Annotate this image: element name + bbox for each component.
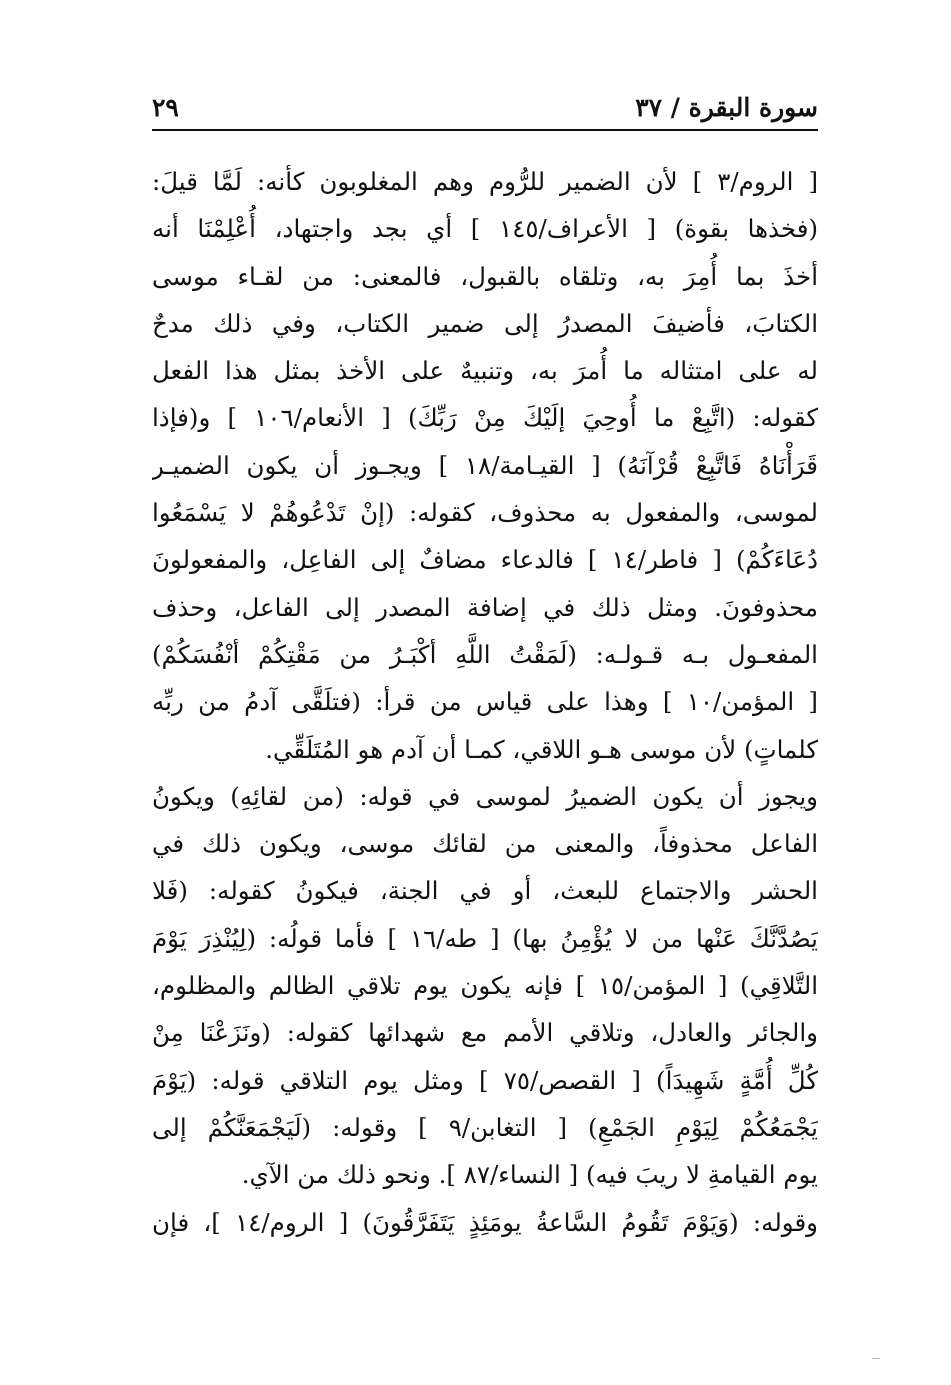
text-line: [ المؤمن/١٠ ] وهذا على قياس من قرأ: (فتلَقَّى آدمُ من ربِّه [152, 687, 818, 717]
text-line: ويجوز أن يكون الضميرُ لموسى في قوله: (من لقائِهِ) ويكونُ [152, 781, 818, 811]
text-line: يَصُدَّنَّكَ عَنْها من لا يُؤْمِنُ بها) [ طه/١٦ ] فأما قولُه: (لِيُنْذِرَ يَوْمَ [152, 923, 818, 953]
text-line: له على امتثاله ما أُمرَ به، وتنبيهٌ على الأخذ بمثل هذا الفعل [152, 356, 818, 386]
text-line: يوم القيامةِ لا ريبَ فيه) [ النساء/٨٧ ]. ونحو ذلك من الآي. [241, 1160, 818, 1190]
text-line: الحشر والاجتماع للبعث، أو في الجنة، فيكونُ كقوله: (فَلا [152, 876, 818, 906]
text-line: وقوله: (وَيَوْمَ تَقُومُ السَّاعةُ يومَئِذٍ يَتَفَرَّقُونَ) [ الروم/١٤ ]، فإن [152, 1207, 818, 1237]
scan-mark [872, 1358, 880, 1359]
header-divider [152, 129, 818, 131]
text-line: التَّلاقِي) [ المؤمن/١٥ ] فإنه يكون يوم تلاقي الظالم والمظلوم، [152, 971, 818, 1001]
running-header [152, 92, 818, 128]
text-line: الكتابَ، فأضيفَ المصدرُ إلى ضمير الكتاب، وفي ذلك مدحٌ [152, 308, 818, 338]
text-line: [ الروم/٣ ] لأن الضمير للرُّوم وهم المغلوبون كأنه: لَمَّا قيلَ: [152, 167, 818, 196]
text-line: لموسى، والمفعول به محذوف، كقوله: (إنْ تَدْعُوهُمْ لا يَسْمَعُوا [152, 498, 818, 528]
text-line: كقوله: (اتَّبِعْ ما أُوحِيَ إلَيْكَ مِنْ رَبِّكَ) [ الأنعام/١٠٦ ] و(فإذا [152, 403, 818, 433]
text-line: الفاعل محذوفاً، والمعنى من لقائك موسى، ويكون ذلك في [152, 829, 818, 859]
text-line: (فخذها بقوة) [ الأعراف/١٤٥ ] أي بجد واجتهاد، أُعْلِمْنَا أنه [152, 214, 818, 244]
text-line: محذوفونَ. ومثل ذلك في إضافة المصدر إلى الفاعل، وحذف [152, 592, 818, 622]
text-line: قَرَأْنَاهُ فَاتَّبِعْ قُرْآنَهُ) [ القيـامة/١٨ ] ويجـوز أن يكون الضميـر [152, 450, 818, 480]
page-number: ٢٩ [152, 93, 179, 122]
text-line: كُلِّ أُمَّةٍ شَهِيدَاً) [ القصص/٧٥ ] ومثل يوم التلاقي قوله: (يَوْمَ [152, 1065, 818, 1095]
text-line: كلماتٍ) لأن موسى هـو اللاقي، كمـا أن آدم هو المُتَلَقِّي. [265, 734, 818, 764]
text-line: أخذَ بما أُمِرَ به، وتلقاه بالقبول، فالمعنى: من لقـاء موسى [152, 261, 818, 291]
body-text [152, 158, 818, 1246]
text-line: دُعَاءَكُمْ) [ فاطر/١٤ ] فالدعاء مضافٌ إلى الفاعِل، والمفعولونَ [152, 545, 818, 575]
text-line: المفعـول بـه قـولـه: (لَمَقْتُ اللَّهِ أكْبَـرُ من مَقْتِكُمْ أنْفُسَكُمْ) [152, 639, 818, 669]
text-line: يَجْمَعُكُمْ لِيَوْمِ الجَمْعِ) [ التغابن/٩ ] وقوله: (لَيَجْمَعَنَّكُمْ إلى [152, 1112, 818, 1142]
text-line: والجائر والعادل، وتلاقي الأمم مع شهدائها كقوله: (ونَزَعْنَا مِنْ [152, 1018, 818, 1048]
header-title: سورة البقرة / ٣٧ [635, 93, 818, 122]
